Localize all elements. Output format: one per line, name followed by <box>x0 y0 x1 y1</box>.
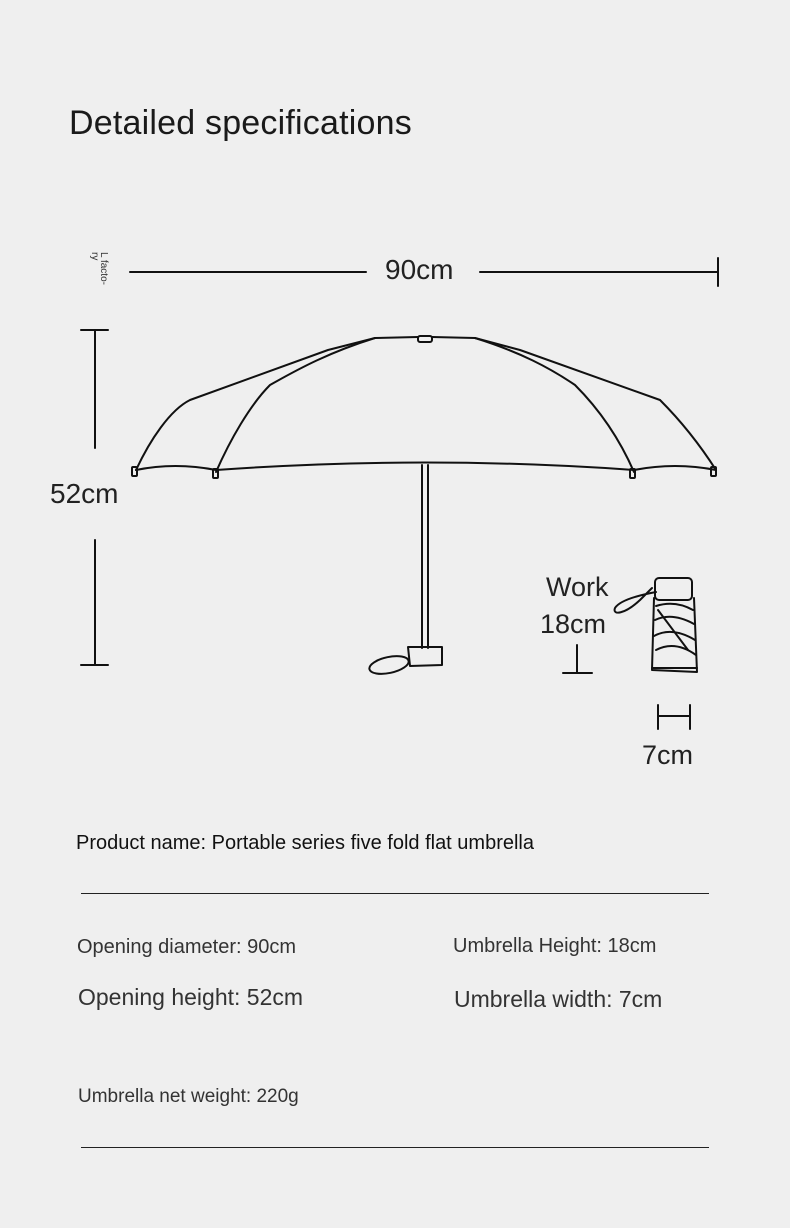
folded-umbrella <box>615 578 697 672</box>
page-title: Detailed specifications <box>69 104 412 142</box>
folded-width-label: 7cm <box>642 740 694 770</box>
umbrella-canopy <box>132 336 716 478</box>
folded-top-label: Work <box>546 572 609 602</box>
factory-note: L facto-ry <box>89 252 109 285</box>
height-label: 52cm <box>50 478 119 509</box>
spec-opening-height: Opening height: 52cm <box>78 984 304 1010</box>
handle <box>408 647 442 666</box>
divider-bottom <box>81 1147 709 1148</box>
divider-top <box>81 893 709 894</box>
width-label: 90cm <box>385 254 454 285</box>
spec-net-weight: Umbrella net weight: 220g <box>78 1086 299 1107</box>
spec-opening-diameter: Opening diameter: 90cm <box>77 936 297 958</box>
product-name: Product name: Portable series five fold flat umbrella <box>76 832 534 854</box>
wrist-strap <box>368 653 410 677</box>
umbrella-shaft <box>368 465 442 677</box>
spec-umbrella-width: Umbrella width: 7cm <box>454 986 663 1012</box>
spec-umbrella-height: Umbrella Height: 18cm <box>453 935 657 957</box>
folded-height-label: 18cm <box>540 609 607 639</box>
